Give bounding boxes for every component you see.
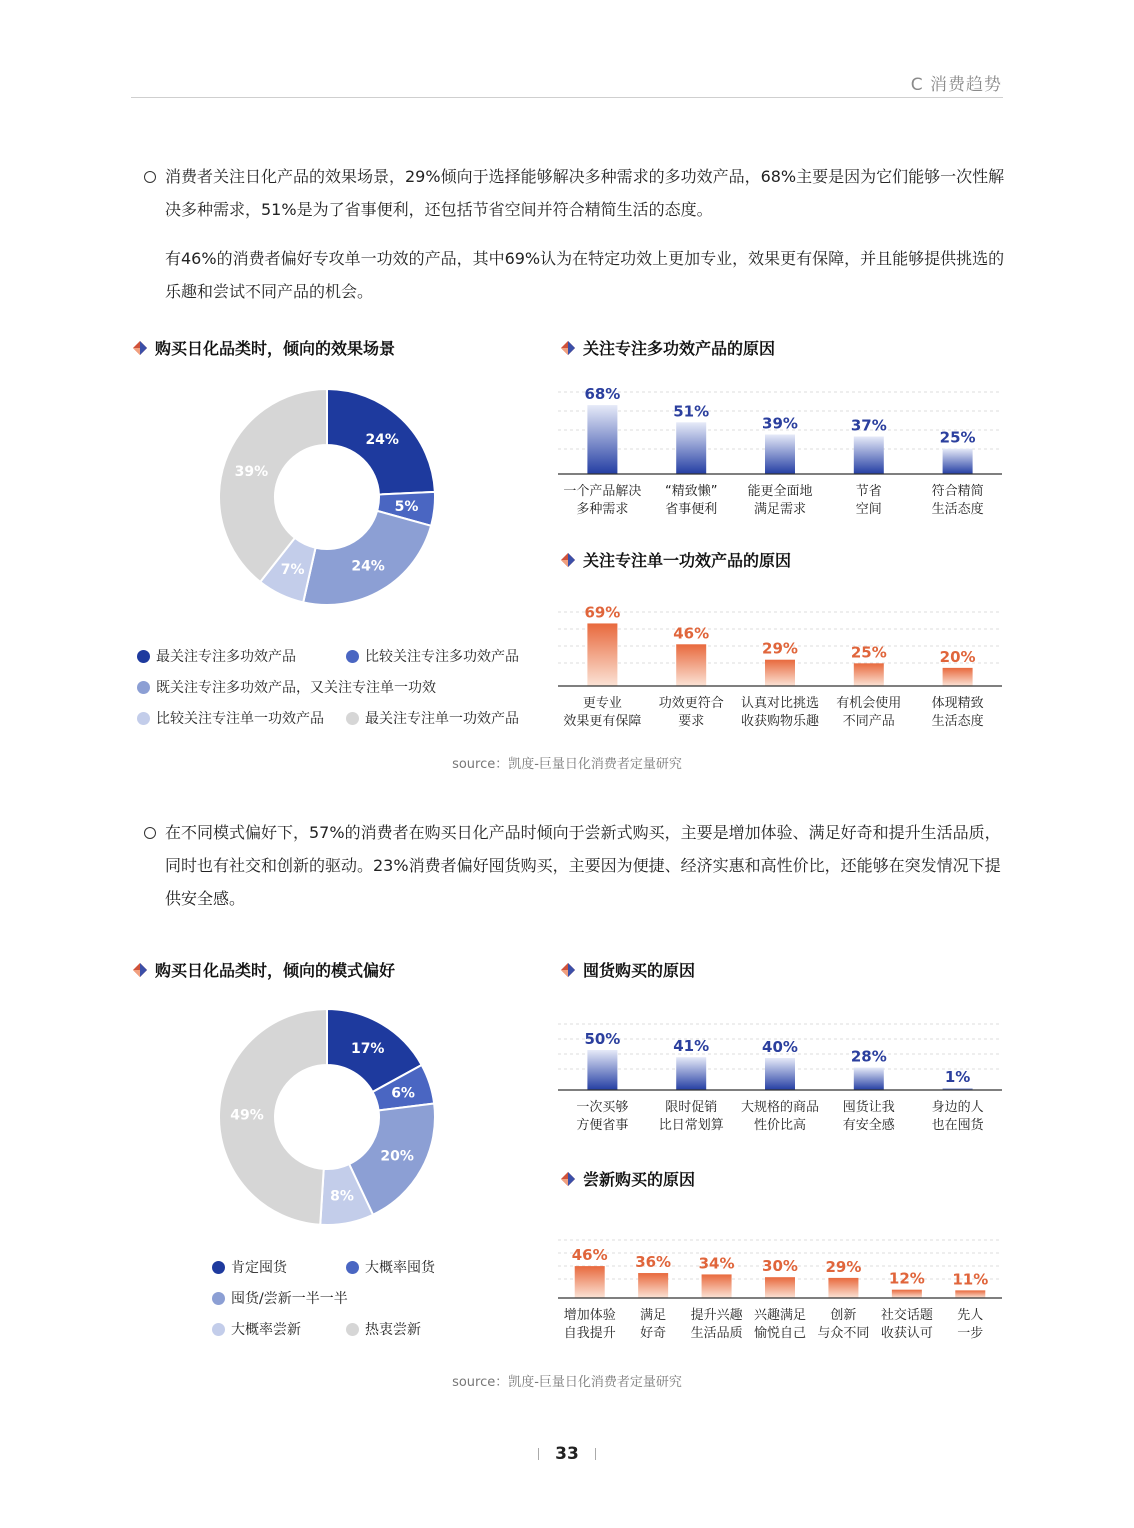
- bar-value-label: 50%: [584, 1030, 621, 1048]
- bar-value-label: 39%: [762, 414, 798, 433]
- bar-category-label: 方便省事: [576, 1118, 629, 1133]
- section-title-text: 关注专注多功效产品的原因: [583, 339, 776, 358]
- donut-slice-label: 6%: [391, 1085, 415, 1102]
- bar-value-label: 12%: [888, 1269, 925, 1288]
- donut-slice-label: 39%: [234, 463, 269, 480]
- bar-category-label: 满足需求: [753, 502, 807, 517]
- bar-category-label: 身边的人: [931, 1100, 984, 1115]
- section-title-text: 囤货购买的原因: [583, 961, 696, 980]
- bar-category-label: 大规格的商品: [740, 1100, 820, 1115]
- bar-value-label: 41%: [673, 1037, 710, 1056]
- bar-category-label: 空间: [855, 502, 882, 517]
- bar-category-label: 也在囤货: [931, 1118, 984, 1133]
- legend-swatch: [212, 1292, 225, 1305]
- bar-category-label: 生活态度: [931, 502, 984, 517]
- page-number: [0, 1444, 1134, 1464]
- donut-slice-label: 7%: [280, 562, 305, 579]
- bar-category-label: 更专业: [582, 696, 622, 711]
- bullet-circle-icon: [144, 171, 156, 183]
- bar: [676, 422, 706, 474]
- bar: [854, 663, 884, 686]
- section-marker-icon: [559, 339, 577, 357]
- section-title-text: 尝新购买的原因: [583, 1170, 696, 1189]
- bar-value-label: 46%: [571, 1246, 608, 1265]
- bar-category-label: 社交话题: [880, 1308, 933, 1323]
- bar-category-label: 囤货让我: [842, 1100, 895, 1115]
- bar-value-label: 36%: [635, 1253, 672, 1272]
- bar: [854, 437, 884, 474]
- legend-label: 最关注专注单一功效产品: [365, 711, 519, 727]
- legend-swatch: [346, 1323, 359, 1336]
- legend-swatch: [137, 712, 150, 725]
- bar-chart-stockpile-reasons: [555, 994, 1005, 1144]
- bar-category-label: 一个产品解决: [563, 484, 642, 499]
- bar-category-label: 增加体验: [563, 1308, 616, 1323]
- bar-category-label: 体现精致: [931, 696, 984, 711]
- paragraph-2: 有46%的消费者偏好专攻单一功效的产品，其中69%认为在特定功效上更加专业，效果更有保障，并且能够提供挑选的乐趣和尝试不同产品的机会。: [165, 249, 1005, 301]
- bar-value-label: 29%: [825, 1257, 862, 1276]
- section-title-donut2: [131, 958, 395, 981]
- legend-item: [346, 1319, 421, 1339]
- bar-category-label: 生活态度: [931, 714, 984, 729]
- bar-category-label: 多种需求: [576, 502, 629, 517]
- bar-category-label: 有机会使用: [836, 696, 902, 711]
- bar-category-label: 生活品质: [690, 1326, 743, 1341]
- bar-category-label: 满足: [640, 1308, 667, 1323]
- bar: [587, 405, 617, 474]
- legend-label: 大概率尝新: [231, 1322, 301, 1338]
- bar-category-label: 与众不同: [817, 1326, 870, 1341]
- legend-swatch: [346, 712, 359, 725]
- section-title-bar2: [559, 548, 791, 571]
- bar-category-label: 不同产品: [842, 714, 895, 729]
- bar-category-label: 收获认可: [880, 1326, 933, 1341]
- legend-item: [346, 646, 519, 666]
- bar: [955, 1290, 985, 1298]
- donut-slice-label: 8%: [330, 1188, 354, 1205]
- bar-category-label: 提升兴趣: [690, 1308, 743, 1323]
- legend-item: [137, 708, 324, 728]
- donut-slice-label: 49%: [230, 1107, 264, 1124]
- bar: [575, 1266, 605, 1298]
- legend-label: 比较关注专注单一功效产品: [156, 711, 324, 727]
- bar: [765, 1058, 795, 1090]
- bar: [676, 1057, 706, 1090]
- paragraph-1: 消费者关注日化产品的效果场景，29%倾向于选择能够解决多种需求的多功效产品，68%主要是因为它们能够一次性解决多种需求，51%是为了省事便利，还包括节省空间并符合精简生活的态度。: [165, 167, 1005, 219]
- bar-value-label: 28%: [850, 1047, 887, 1066]
- legend-item: [137, 646, 296, 666]
- section-marker-icon: [131, 339, 149, 357]
- bar-value-label: 37%: [850, 416, 887, 435]
- bar: [765, 660, 795, 686]
- legend-swatch: [212, 1261, 225, 1274]
- bar-category-label: 要求: [678, 714, 705, 729]
- legend-item: [212, 1288, 348, 1308]
- section-title-bar1: [559, 336, 775, 359]
- header-divider: [131, 97, 1003, 98]
- bar-category-label: 一步: [957, 1326, 984, 1341]
- donut-slice-label: 24%: [351, 558, 385, 575]
- section-title-donut1: [131, 336, 395, 359]
- bar-category-label: 性价比高: [753, 1118, 807, 1133]
- donut-slice-label: 20%: [380, 1148, 414, 1165]
- bar-category-label: 愉悦自己: [753, 1326, 807, 1341]
- bar-chart-try-new-reasons: [555, 1206, 1005, 1352]
- legend-label: 大概率囤货: [365, 1260, 435, 1276]
- bar: [765, 1277, 795, 1298]
- source-note: source：凯度-巨量日化消费者定量研究: [452, 757, 682, 772]
- section-marker-icon: [559, 551, 577, 569]
- bar-category-label: 能更全面地: [747, 484, 813, 499]
- legend-swatch: [212, 1323, 225, 1336]
- bar-chart-multi-effect-reasons: [555, 370, 1005, 530]
- page-number-text: 33: [555, 1444, 579, 1464]
- legend-item: [137, 677, 436, 697]
- page-number-divider: [595, 1448, 596, 1460]
- legend-swatch: [346, 1261, 359, 1274]
- bar-category-label: 效果更有保障: [563, 714, 642, 729]
- legend-label: 肯定囤货: [231, 1260, 287, 1276]
- bar-value-label: 40%: [762, 1038, 798, 1056]
- bar: [943, 668, 973, 686]
- source-note: source：凯度-巨量日化消费者定量研究: [452, 1375, 682, 1390]
- bar: [892, 1290, 922, 1298]
- legend-item: [346, 1257, 435, 1277]
- legend-swatch: [346, 650, 359, 663]
- bar-value-label: 11%: [952, 1270, 989, 1289]
- section-title-bar3: [559, 958, 695, 981]
- bar: [828, 1278, 858, 1298]
- legend-label: 热衷尝新: [365, 1322, 421, 1338]
- donut-slice-label: 17%: [350, 1041, 385, 1058]
- legend-swatch: [137, 681, 150, 694]
- section-marker-icon: [559, 961, 577, 979]
- bar-category-label: 限时促销: [665, 1100, 718, 1115]
- bar-category-label: 先人: [957, 1308, 984, 1323]
- legend-label: 最关注专注多功效产品: [156, 649, 296, 665]
- legend-label: 比较关注专注多功效产品: [365, 649, 519, 665]
- legend-label: 既关注专注多功效产品，又关注专注单一功效: [156, 680, 436, 696]
- bar-category-label: 创新: [830, 1308, 857, 1323]
- bullet-circle-icon: [144, 827, 156, 839]
- section-marker-icon: [131, 961, 149, 979]
- legend-label: 囤货/尝新一半一半: [231, 1291, 348, 1307]
- legend-item: [212, 1319, 301, 1339]
- bar-category-label: 好奇: [640, 1326, 667, 1341]
- donut-chart-mode-preference: [216, 1006, 438, 1228]
- legend-swatch: [137, 650, 150, 663]
- bar-category-label: 功效更符合: [658, 696, 724, 711]
- bar: [702, 1274, 732, 1298]
- page-number-divider: [538, 1448, 539, 1460]
- bar-category-label: “精致懒”: [664, 484, 718, 499]
- bar: [943, 449, 973, 474]
- section-title-text: 购买日化品类时，倾向的效果场景: [155, 339, 396, 358]
- bar: [854, 1068, 884, 1090]
- bar-value-label: 69%: [584, 603, 621, 622]
- bar-category-label: 一次买够: [576, 1100, 629, 1115]
- bar: [587, 623, 617, 686]
- bar: [587, 1050, 617, 1090]
- donut-slice-label: 5%: [394, 498, 419, 515]
- bar-value-label: 68%: [584, 385, 621, 404]
- bar-category-label: 省事便利: [665, 502, 718, 517]
- bar-value-label: 46%: [673, 624, 710, 643]
- bar-chart-single-effect-reasons: [555, 592, 1005, 740]
- section-title-bar4: [559, 1167, 695, 1190]
- legend-item: [212, 1257, 287, 1277]
- bar-category-label: 比日常划算: [658, 1118, 724, 1133]
- bar-value-label: 30%: [762, 1257, 798, 1276]
- header-title: C 消费趋势: [910, 75, 1002, 95]
- bar-value-label: 25%: [850, 643, 887, 662]
- bar-category-label: 自我提升: [563, 1326, 616, 1341]
- bar-category-label: 符合精简: [931, 484, 984, 499]
- bar: [765, 434, 795, 474]
- bar-value-label: 20%: [939, 647, 976, 666]
- paragraph-3: 在不同模式偏好下，57%的消费者在购买日化产品时倾向于尝新式购买，主要是增加体验、满足好奇和提升生活品质，同时也有社交和创新的驱动。23%消费者偏好囤货购买，主要因为便捷、经济实惠和高性价比，还能够在突发情况下提供安全感。: [165, 823, 1001, 908]
- bar: [638, 1273, 668, 1298]
- donut-chart-effect-scenario: [216, 386, 438, 608]
- bar-category-label: 收获购物乐趣: [740, 714, 820, 729]
- bar-category-label: 认真对比挑选: [740, 696, 820, 711]
- section-title-text: 关注专注单一功效产品的原因: [583, 551, 792, 570]
- bar-category-label: 节省: [855, 484, 882, 499]
- bar-category-label: 兴趣满足: [753, 1308, 807, 1323]
- bar-value-label: 51%: [673, 402, 710, 421]
- section-marker-icon: [559, 1170, 577, 1188]
- bar-value-label: 1%: [944, 1068, 971, 1086]
- legend-item: [346, 708, 519, 728]
- donut-slice-label: 24%: [365, 432, 399, 449]
- section-title-text: 购买日化品类时，倾向的模式偏好: [155, 961, 396, 980]
- bar-value-label: 25%: [939, 428, 976, 447]
- bar-value-label: 34%: [698, 1254, 735, 1273]
- bar: [676, 644, 706, 686]
- bar-category-label: 有安全感: [842, 1118, 895, 1133]
- bar-value-label: 29%: [762, 639, 798, 658]
